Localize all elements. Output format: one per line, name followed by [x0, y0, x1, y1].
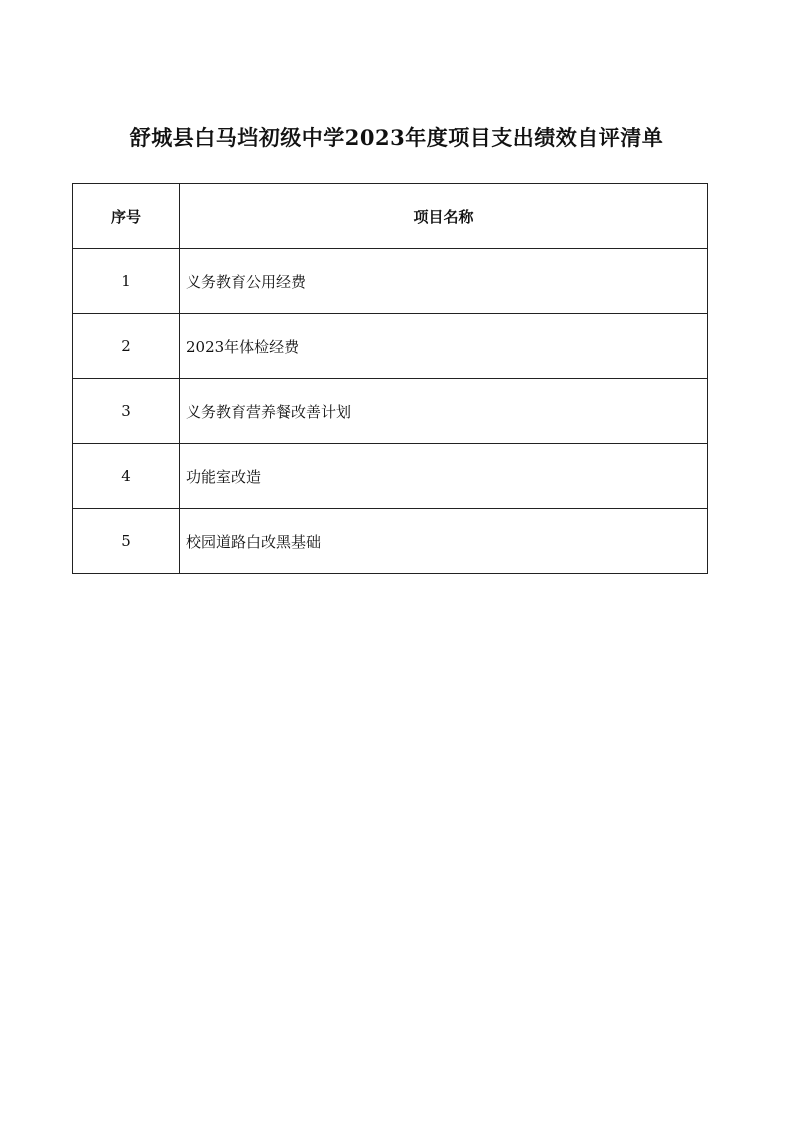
row-project-name: 义务教育营养餐改善计划	[180, 379, 708, 444]
header-project-name: 项目名称	[180, 184, 708, 249]
row-serial-number: 2	[73, 314, 180, 379]
table-row	[73, 314, 708, 379]
table-row	[73, 249, 708, 314]
table-header-row	[73, 184, 708, 249]
table-row	[73, 444, 708, 509]
page-title: 舒城县白马垱初级中学2023年度项目支出绩效自评清单	[129, 125, 664, 150]
row-serial-number: 1	[73, 249, 180, 314]
row-project-name: 功能室改造	[180, 444, 708, 509]
header-serial-number: 序号	[73, 184, 180, 249]
row-project-name: 校园道路白改黑基础	[180, 509, 708, 574]
table-row	[73, 509, 708, 574]
row-serial-number: 3	[73, 379, 180, 444]
row-serial-number: 5	[73, 509, 180, 574]
row-project-name: 义务教育公用经费	[180, 249, 708, 314]
table-row	[73, 379, 708, 444]
row-serial-number: 4	[73, 444, 180, 509]
project-list-table	[72, 183, 708, 574]
row-project-name: 2023年体检经费	[180, 314, 708, 379]
